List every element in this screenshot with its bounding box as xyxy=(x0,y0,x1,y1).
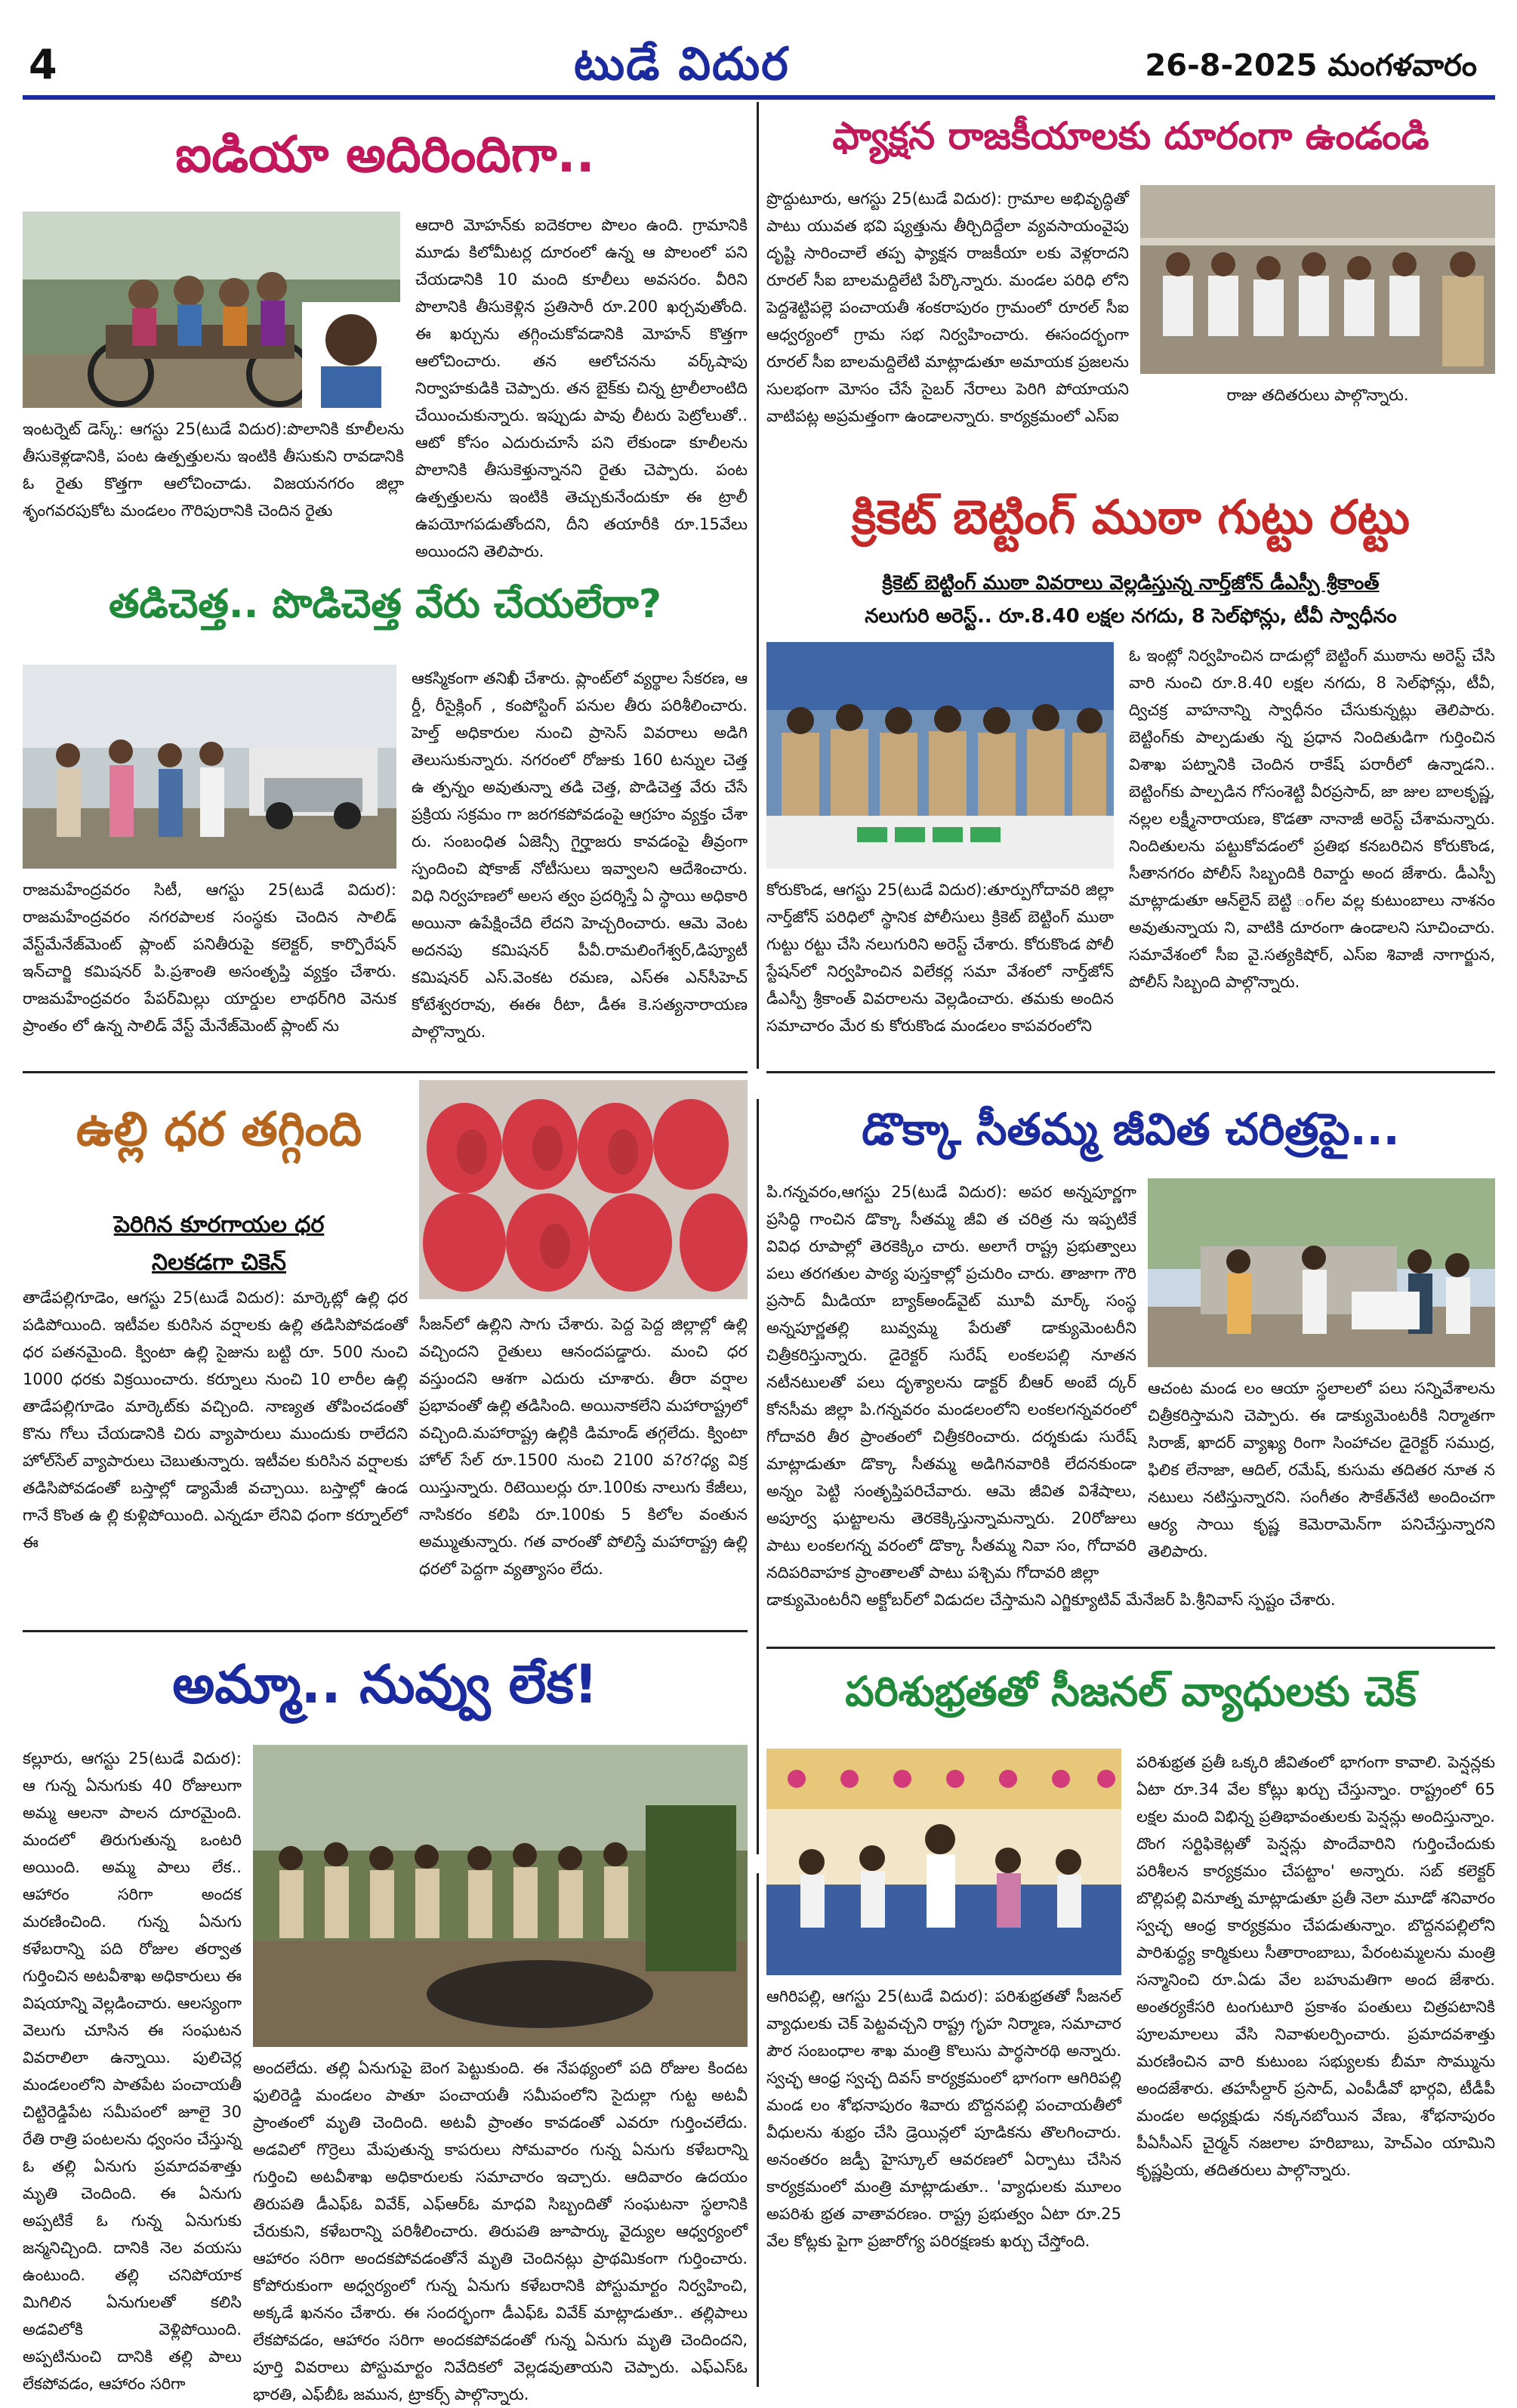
story-waste-body-right: ఆకస్మికంగా తనిఖీ చేశారు. ప్లాంట్‌లో వ్యర్థాల సేకరణ, ఆ ర్డీ, రీసైక్లింగ్ , కంపోస్టింగ్ పనుల తీరు పరిశీలించారు. హెల్త్ అధికారుల నుంచి ప్రాసెస్ వివరాలు అడిగి తెలుసుకున్నారు. నగరంలో రోజుకు 160 టన్నుల చెత్త ఉ త్పన్నం అవుతున్నా తడి చెత్త, పొడిచెత్త వేరు చేసే ప్రక్రియ సక్రమం గా జరగకపోవడంపై ఆగ్రహం వ్యక్తం చేశా రు. సంబంధిత ఏజెన్సీ గైర్హాజరు కావడంపై తీవ్రంగా స్పందించి షోకాజ్ నోటీసులు ఇవ్వాలని ఆదేశించారు. విధి నిర్వహణలో అలస త్వం ప్రదర్శిస్తే ఏ స్థాయి అధికారి అయినా ఉపేక్షించేది లేదని హెచ్చరించారు. ఆమె వెంట అదనపు కమిషనర్ పీవీ.రామలింగేశ్వర్,డిప్యూటీ కమిషనర్ ఎస్.వెంకట రమణ, ఎస్ఈ ఎన్‌సీహెచ్ కోటేశ్వరరావు, ఈఈ రీటా, డీఈ కె.సత్యనారాయణ పాల్గొన్నారు. xyxy=(412,669,748,1041)
story-idea-headline: ఐడియా అదిరిందిగా.. xyxy=(175,125,595,184)
story-waste xyxy=(23,574,748,1065)
story-cricket-subhead-1: క్రికెట్ బెట్టింగ్ ముఠా వివరాలు వెల్లడిస్తున్న నార్త్‌జోన్ డీఎస్పీ శ్రీకాంత్ xyxy=(882,572,1380,594)
story-factions-caption: రాజు తదితరులు పాల్గొన్నారు. xyxy=(1226,386,1409,404)
story-hygiene-body-right: పరిశుభ్రత ప్రతీ ఒక్కరి జీవితంలో భాగంగా కావాలి. పెన్షన్లకు ఏటా రూ.34 వేల కోట్లు ఖర్చు చేస్తున్నాం. రాష్ట్రంలో 65 లక్షల మంది విభిన్న ప్రతిభావంతులకు పెన్షన్లు అందిస్తున్నాం. దొంగ సర్టిఫికెట్లతో పెన్షన్లు పొందేవారిని గుర్తించేందుకు పరిశీలన కార్యక్రమం చేపట్టాం' అన్నారు. సబ్ కలెక్టర్ బొల్లిపల్లి వినూత్న మాట్లాడుతూ ప్రతీ నెలా మూడో శనివారం స్వచ్ఛ ఆంధ్ర కార్యక్రమం చేపడుతున్నాం. బొద్దనపల్లిలోని పారిశుద్ధ్య కార్మికులు సీతారాంబాబు, పేరంటమ్మలను మంత్రి సన్మానించి రూ.ఏడు వేల బహుమతిగా అంద జేశారు. అంతర్యకేసరి టంగుటూరి ప్రకాశం పంతులు చిత్రపటానికి పూలమాలలు వేసి నివాళులర్పించారు. ప్రమాదవశాత్తు మరణించిన వారి కుటుంబ సభ్యులకు బీమా సొమ్మును అందజేశారు. తహసీల్దార్ ప్రసాద్, ఎంపీడీవో భార్గవి, టీడీపీ మండల అధ్యక్షుడు నక్కనబోయిన వేణు, శోభనాపురం పీఏసీఎస్ చైర్మన్ నజలాల హరిబాబు, హెచ్ఎం యామిని కృష్ణప్రియ, తదితరులు పాల్గొన్నారు. xyxy=(1136,1753,1495,2179)
story-onion-subhead-2: నిలకడగా చికెన్ xyxy=(152,1249,286,1276)
story-idea-photo xyxy=(23,211,400,408)
story-hygiene xyxy=(766,1658,1495,2387)
story-mother-body-bottom: అందలేదు. తల్లి ఏనుగుపై బెంగ పెట్టుకుంది. ఈ నేపథ్యంలో పది రోజుల కిందట ఫులిరెడ్డి మండలం పాతూ పంచాయతీ సమీపంలోని సైదుల్లా గుట్ట అటవీ ప్రాంతంలో మృతి చెందింది. అటవీ ప్రాంతం కావడంతో ఎవరూ గుర్తించలేదు. అడవిలో గొర్రెలు మేపుతున్న కాపరులు సోమవారం గున్న ఏనుగు కళేబరాన్ని గుర్తించి అటవీశాఖ అధికారులకు సమాచారం ఇచ్చారు. ఆదివారం ఉదయం తిరుపతి డీఎఫ్ఓ వివేక్, ఎఫ్ఆర్ఓ మాధవి సిబ్బందితో సంఘటనా స్థలానికి చేరుకుని, కళేబరాన్ని పరిశీలించారు. తిరుపతి జూపార్కు వైద్యుల ఆధ్వర్యంలో ఆహారం సరిగా అందకపోవడంతోనే మృతి చెందినట్లు ప్రాథమికంగా గుర్తించారు. కోపోరుకుంగా అధ్వర్యంలో గున్న ఏనుగు కళేబరానికి పోస్టుమార్టం నిర్వహించి, అక్కడే ఖననం చేశారు. ఈ సందర్భంగా డీఎఫ్ఓ వివేక్ మాట్లాడుతూ.. తల్లిపాలు లేకపోవడం, ఆహారం సరిగా అందకపోవడంతో గున్న ఏనుగు మృతి చెందిందని, పూర్తి వివరాలు పోస్టుమార్టం నివేదికలో వెల్లడవుతాయని చెప్పారు. ఎఫ్ఎస్ఓ భారతి, ఎఫ్‌బీఓ జమున, ట్రాకర్స్ పాల్గొన్నారు. xyxy=(253,2059,748,2403)
story-cricket-photo xyxy=(766,642,1114,869)
story-factions-headline: ఫ్యాక్షన రాజకీయాలకు దూరంగా ఉండండి xyxy=(832,114,1429,158)
story-mother-body-left: కల్లూరు, ఆగస్టు 25(టుడే విదుర): ఆ గున్న ఏనుగుకు 40 రోజులుగా అమ్మ ఆలనా పాలన దూరమైంది. మందలో తిరుగుతున్న ఒంటరి అయింది. అమ్మ పాలు లేక.. ఆహారం సరిగా అందక మరణించింది. గున్న ఏనుగు కళేబరాన్ని పది రోజుల తర్వాత గుర్తించిన అటవీశాఖ అధికారులు ఈ విషయాన్ని వెల్లడించారు. ఆలస్యంగా వెలుగు చూసిన ఈ సంఘటన వివరాలిలా ఉన్నాయి. పులిచెర్ల మండలంలోని పాతపేట పంచాయతీ చిట్టిరెడ్డిపేట సమీపంలో జూలై 30 రేతి రాత్రి పంటలను ధ్వంసం చేస్తున్న ఓ తల్లి ఏనుగు ప్రమాదవశాత్తు మృతి చెందింది. ఈ ఏనుగు అప్పటికే ఓ గున్న ఏనుగుకు జన్మనిచ్చింది. దానికి నెల వయసు ఉంటుంది. తల్లి చనిపోయాక మిగిలిన ఏనుగులతో కలిసి అడవిలోకి వెళ్లిపోయింది. అప్పటినుంచి దానికి తల్లి పాలు లేకపోవడం, ఆహారం సరిగా xyxy=(23,1749,242,2393)
story-cricket-subhead-2: నలుగురి అరెస్ట్.. రూ.8.40 లక్షల నగదు, 8 సెల్‌ఫోన్లు, టీవీ స్వాధీనం xyxy=(865,605,1397,628)
column-divider-top xyxy=(757,102,759,1069)
story-dokka-body-top: పి.గన్నవరం,ఆగస్టు 25(టుడే విదుర): అపర అన్నపూర్ణగా ప్రసిద్ధి గాంచిన డొక్కా సీతమ్మ జీవి త చరిత్ర ను ఇప్పటికే వివిధ రూపాల్లో తెరకెక్కిం చారు. అలాగే రాష్ట్ర ప్రభుత్వాలు పలు తరగతుల పాఠ్య పుస్తకాల్లో ప్రచురిం చారు. తాజాగా గౌరి ప్రసాద్ మీడియా బ్యాక్‌అండ్‌వైట్ మూవీ మార్క్ సంస్థ అన్నపూర్ణతల్లి బువ్వమ్మ పేరుతో డాక్యుమెంటరీని చిత్రీకరిస్తున్నారు. డైరెక్టర్ సురేష్ లంకలపల్లి నూతన నటీనటులతో పలు దృశ్యాలను డాక్టర్ బీఆర్ అంబే ద్కర్ కోనసీమ జిల్లా పి.గన్నవరం మండలంలోని లంకలగన్నవరంలో గోదావరి తీర ప్రాంతంలో చిత్రీకరించారు. దర్శకుడు సురేష్ మాట్లాడుతూ డొక్కా సీతమ్మ అడిగినవారికి లేదనకుండా అన్నం పెట్టి సంతృప్తిపరిచేవారు. ఆమె జీవిత విశేషాలు, అపూర్వ ఘట్టాలను తెరకెక్కిస్తున్నామన్నారు. 20రోజులు పాటు లంకలగన్న వరంలో డొక్కా సీతమ్మ నివా సం, గోదావరి నదిపరివాహక ప్రాంతాలతో పాటు పశ్చిమ గోదావరి జిల్లా xyxy=(766,1183,1136,1582)
section-divider-right-2 xyxy=(766,1647,1495,1649)
story-onion-subhead-1: పెరిగిన కూరగాయల ధర xyxy=(113,1212,325,1238)
story-cricket-body-right: ఓ ఇంట్లో నిర్వహించిన దాడుల్లో బెట్టింగ్ ముఠాను అరెస్ట్ చేసి వారి నుంచి రూ.8.40 లక్షల నగదు, 8 సెల్‌ఫోన్లు, టీవీ, ద్విచక్ర వాహనాన్ని స్వాధీనం చేసుకున్నట్లు తెలిపారు. బెట్టింగ్‌కు పాల్పడుతు న్న ప్రధాన నిందితుడిగా గుర్తించిన విశాఖ పట్నానికి చెందిన రాకేష్ పరారీలో ఉన్నాడని.. బెట్టింగ్‌కు పాల్పడిన గోసంశెట్టి వీరప్రసాద్, జా జుల బాలకృష్ణ, నల్లల లక్ష్మీనారాయణ, కొడతా నానాజీ అరెస్ట్ చేశామన్నారు. నిందితులను పట్టుకోవడంలో ప్రతిభ కనబరిచిన కోరుకొండ, సీతానగరం పోలీస్ సిబ్బందికి రివార్డు అంద జేశారు. డీఎస్పీ మాట్లాడుతూ ఆన్‌లైన్ బెట్టి ంగ్‌ల వల్ల కుటుంబాలు నాశనం అవుతున్నాయ ని, వాటికి దూరంగా ఉండాలని సూచించారు. సమావేశంలో సీఐ వై.సత్యకిషోర్, ఎస్ఐ శివాజీ నాగార్జున, పోలీస్ సిబ్బంది పాల్గొన్నారు. xyxy=(1129,647,1495,991)
story-hygiene-body-left: ఆగిరిపల్లి, ఆగస్టు 25(టుడే విదుర): పరిశుభ్రతతో సీజనల్ వ్యాధులకు చెక్ పెట్టవచ్చని రాష్ట్ర గృహ నిర్మాణ, సమాచార పౌర సంబంధాల శాఖ మంత్రి కొలుసు పార్థసారథి అన్నారు. స్వచ్ఛ ఆంధ్ర స్వచ్ఛ దివస్ కార్యక్రమంలో భాగంగా ఆగిరిపల్లి మండ లం శోభనాపురం శివారు బొద్దనపల్లి పంచాయతీలో వీధులను శుభ్రం చేసి డ్రెయిన్లలో పూడికను తొలగించారు. అనంతరం జడ్పీ హైస్కూల్ ఆవరణలో ఏర్పాటు చేసిన కార్యక్రమంలో మంత్రి మాట్లాడుతూ.. 'వ్యాధులకు మూలం అపరిశు భ్రత వాతావరణం. రాష్ట్ర ప్రభుత్వం ఏటా రూ.25 వేల కోట్లకు పైగా ప్రజారోగ్య పరిరక్షణకు ఖర్చు చేస్తోంది. xyxy=(766,1987,1122,2250)
story-onion-body-right: సీజన్‌లో ఉల్లిని సాగు చేశారు. పెద్ద పెద్ద జిల్లాల్లో ఉల్లి వచ్చిందని రైతులు ఆనందపడ్డారు. మంచి ధర వస్తుందని ఆశగా ఎదురు చూశారు. తీరా వర్షాల ప్రభావంతో ఉల్లి తడిసింది. అయినాకలేని మహారాష్ట్రలో వచ్చింది.మహారాష్ట్ర ఉల్లికి డిమాండ్ తగ్గలేదు. క్వింటా హోల్ సేల్ రూ.1500 నుంచి 2100 వ?ర?ధ్య విక్ర యిస్తున్నారు. రిటెయిలర్లు రూ.100కు నాలుగు కేజీలు, నాసికరం కలిపి రూ.100కు 5 కిలోల వంతున అమ్ముతున్నారు. గత వారంతో పోలిస్తే మహారాష్ట్ర ఉల్లి ధరలో పెద్దగా వ్యత్యాసం లేదు. xyxy=(419,1315,748,1578)
story-cricket-body-left: కోరుకొండ, ఆగస్టు 25(టుడే విదుర):తూర్పుగోదావరి జిల్లా నార్త్‌జోన్ పరిధిలో స్థానిక పోలీసులు క్రికెట్ బెట్టింగ్ ముఠా గుట్టు రట్టు చేసి నలుగురిని అరెస్ట్ చేశారు. కోరుకొండ పోలీ స్టేషన్‌లో నిర్వహించిన విలేకర్ల సమా వేశంలో నార్త్‌జోన్ డీఎస్పీ శ్రీకాంత్ వివరాలను వెల్లడించారు. తమకు అందిన సమాచారం మేర కు కోరుకొండ మండలం కాపవరంలోని xyxy=(766,881,1114,1035)
story-cricket xyxy=(766,483,1495,1065)
story-idea xyxy=(23,106,748,559)
story-waste-headline: తడిచెత్త.. పొడిచెత్త వేరు చేయలేరా? xyxy=(108,582,662,627)
column-divider-lower xyxy=(757,1873,759,2387)
story-factions xyxy=(766,106,1495,468)
story-onion-headline: ఉల్లి ధర తగ్గింది xyxy=(76,1101,362,1156)
story-hygiene-headline: పరిశుభ్రతతో సీజనల్ వ్యాధులకు చెక్ xyxy=(845,1668,1417,1715)
story-mother-headline: అమ్మా.. నువ్వు లేక! xyxy=(172,1653,598,1715)
story-dokka-body-right: ఆచంట మండ లం ఆయా స్థలాలలో పలు సన్నివేశాలను చిత్రీకరిస్తామని చెప్పారు. ఈ డాక్యుమెంటరీకి నిర్మాతగా సిరాజ్, ఖాదర్ వ్యాఖ్య రింగా సింహాచల డైరెక్టర్ సముద్ర, ఫిలిక లేనాజా, ఆదిల్, రమేష్, కుసుమ తదితర నూత న నటులు నటిస్తున్నారని. సంగీతం సౌకేత్‌నేటి అందించగా ఆర్య సాయి కృష్ణ కెమెరామెన్‌గా పనిచేస్తున్నారని తెలిపారు. xyxy=(1148,1379,1495,1561)
story-dokka xyxy=(766,1080,1495,1639)
column-divider-bottom xyxy=(757,1099,759,1854)
section-divider-right-1 xyxy=(766,1071,1495,1073)
story-mother-photo xyxy=(253,1745,748,2047)
issue-date: 26-8-2025 మంగళవారం xyxy=(1145,48,1477,83)
page-number: 4 xyxy=(29,41,57,88)
newspaper-name: టుడే విదుర xyxy=(574,38,790,91)
story-mother xyxy=(23,1639,748,2403)
section-divider-left-2 xyxy=(23,1630,748,1632)
story-factions-body: ప్రొద్దుటూరు, ఆగస్టు 25(టుడే విదుర): గ్రామాల అభివృద్ధితో పాటు యువత భవి ష్యత్తును తీర్చిదిద్దేలా వ్యవసాయంవైపు దృష్టి సారించాలే తప్ప ఫ్యాక్షన రాజకీయా లకు వెళ్లరాదని రూరల్ సీఐ బాలమద్దిలేటి పేర్కొన్నారు. మండల పరిధి లోని పెద్దశెట్టిపల్లె పంచాయతీ శంకరాపురం గ్రామంలో రూరల్ సీఐ ఆధ్వర్యంలో గ్రామ సభ నిర్వహించారు. ఈసందర్భంగా రూరల్ సీఐ బాలమద్దిలేటి మాట్లాడుతూ అమాయక ప్రజలను సులభంగా మోసం చేసే సైబర్ నేరాలు పెరిగి పోయాయని వాటిపట్ల అప్రమత్తంగా ఉండాలన్నారు. కార్యక్రమంలో ఎస్ఐ xyxy=(766,190,1129,425)
story-onion xyxy=(23,1080,748,1624)
story-factions-photo xyxy=(1140,185,1495,374)
story-onion-photo xyxy=(419,1080,748,1299)
story-dokka-body-bottom: డాక్యుమెంటరీని అక్టోబర్‌లో విడుదల చేస్తామని ఎగ్జిక్యూటివ్ మేనేజర్ పి.శ్రీనివాస్ స్పష్టం చేశారు. xyxy=(766,1591,1336,1609)
story-idea-body-right: ఆదారి మోహన్‌కు ఐదెకరాల పొలం ఉంది. గ్రామానికి మూడు కిలోమీటర్ల దూరంలో ఉన్న ఆ పొలంలో పని చేయడానికి 10 మంది కూలీలు అవసరం. వీరిని పొలానికి తీసుకెళ్లిన ప్రతిసారీ రూ.200 ఖర్చవుతోంది. ఈ ఖర్చును తగ్గించుకోవడానికి మోహన్ కొత్తగా ఆలోచించారు. తన ఆలోచనను వర్క్‌షాపు నిర్వాహకుడికి చెప్పారు. తన బైక్‌కు చిన్న ట్రాలీలాంటిది చేయించుకున్నారు. ఇప్పుడు పావు లీటరు పెట్రోలుతో.. ఆటో కోసం ఎదురుచూసే పని లేకుండా కూలీలను పొలానికి తీసుకెళ్తున్నానని రైతు చెప్పారు. పంట ఉత్పత్తులను ఇంటికి తెచ్చుకునేందుకూ ఈ ట్రాలీ ఉపయోగపడుతోందని, దీని తయారీకి రూ.15వేలు అయిందని తెలిపారు. xyxy=(415,216,748,560)
story-waste-body-left: రాజమహేంద్రవరం సిటీ, ఆగస్టు 25(టుడే విదుర): రాజమహేంద్రవరం నగరపాలక సంస్థకు చెందిన సాలిడ్ వేస్ట్‌మేనేజ్‌మెంట్ ప్లాంట్ పనితీరుపై కలెక్టర్, కార్పొరేషన్ ఇన్‌చార్జి కమిషనర్ పి.ప్రశాంతి అసంతృప్తి వ్యక్తం చేశారు. రాజమహేంద్రవరం పేపర్‌మిల్లు యార్డుల లాథర్‌గిరి వెనుక ప్రాంతం లో ఉన్న సాలిడ్ వేస్ట్ మేనేజ్‌మెంట్ ప్లాంట్ ను xyxy=(23,881,396,1035)
section-divider-left-1 xyxy=(23,1071,748,1073)
story-cricket-headline: క్రికెట్ బెట్టింగ్ ముఠా గుట్టు రట్టు xyxy=(851,489,1410,545)
story-dokka-photo xyxy=(1148,1178,1495,1367)
masthead xyxy=(23,38,1495,100)
story-waste-photo xyxy=(23,665,396,869)
story-onion-body-left: తాడేపల్లిగూడెం, ఆగస్టు 25(టుడే విదుర): మార్కెట్లో ఉల్లి ధర పడిపోయింది. ఇటీవల కురిసిన వర్షాలకు ఉల్లి తడిసిపోవడంతో ధర పతనమైంది. క్వింటా ఉల్లి సైజును బట్టి రూ. 500 నుంచి 1000 ధరకు విక్రయించారు. కర్నూలు నుంచి 10 లారీల ఉల్లి తాడేపల్లిగూడెం మార్కెట్‌కు వచ్చింది. నాణ్యత తోపించడంతో కొను గోలు చేయడానికి చిరు వ్యాపారులు ముందుకు రాలేదని హోల్‌సేల్ వ్యాపారులు చెబుతున్నారు. ఇటీవల కురిసిన వర్షాలకు తడిసిపోవడంతో బస్తాల్లో డ్యామేజీ వచ్చాయి. బస్తాల్లో ఉండ గానే కొంత ఉ ల్లి కుళ్లిపోయింది. ఎన్నడూ లేనివి ధంగా కర్నూల్‌లో ఈ xyxy=(23,1289,408,1551)
story-idea-body-left: ఇంటర్నెట్ డెస్క్: ఆగస్టు 25(టుడే విదుర):పొలానికి కూలీలను తీసుకెళ్లడానికి, పంట ఉత్పత్తులను ఇంటికి తీసుకుని రావడానికి ఓ రైతు కొత్తగా ఆలోచించాడు. విజయనగరం జిల్లా శృంగవరపుకోట మండలం గౌరిపురానికి చెందిన రైతు xyxy=(23,420,404,520)
story-hygiene-photo xyxy=(766,1749,1121,1975)
story-dokka-headline: డొక్కా సీతమ్మ జీవిత చరిత్రపై... xyxy=(862,1104,1400,1155)
